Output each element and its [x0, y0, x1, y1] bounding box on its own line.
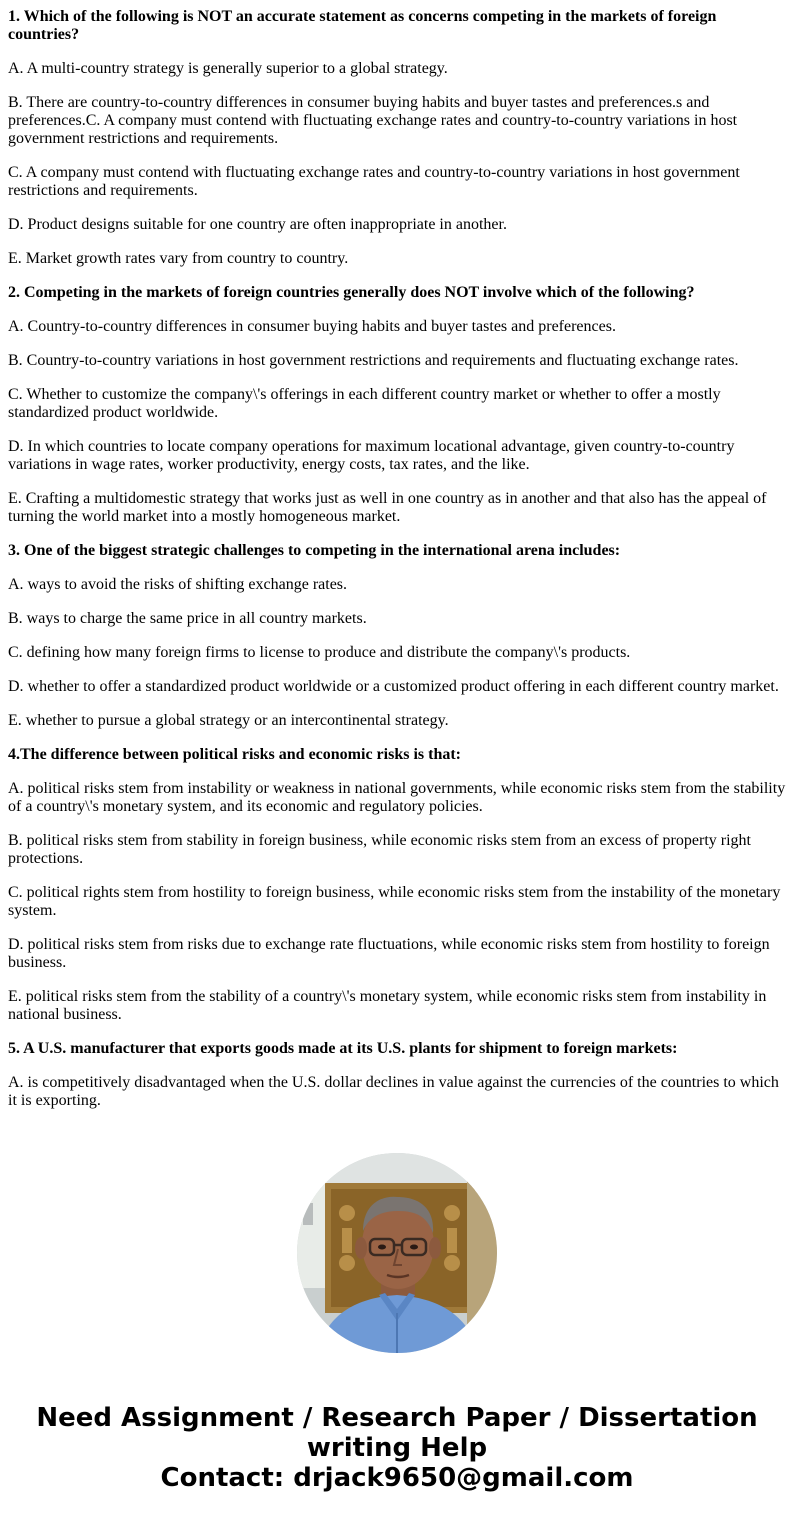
question-5-option-a: A. is competitively disadvantaged when the U.S. dollar declines in value against the currencies of the countries to which it is exporting.	[8, 1074, 779, 1109]
question-4-stem: 4.The difference between political risks and economic risks is that:	[8, 746, 462, 763]
question-4-option-e: E. political risks stem from the stability of a country\'s monetary system, while economic risks stem from instability in national business.	[8, 988, 767, 1023]
question-2-option-c: C. Whether to customize the company\'s offerings in each different country market or whether to offer a mostly standardized product worldwide.	[8, 386, 721, 421]
question-2-option-d: D. In which countries to locate company operations for maximum locational advantage, given country-to-country variations in wage rates, worker productivity, energy costs, tax rates, and the like.	[8, 438, 735, 473]
promo-contact: Contact: drjack9650@gmail.com	[160, 1463, 634, 1493]
question-2-option-a: A. Country-to-country differences in consumer buying habits and buyer tastes and preferences.	[8, 318, 616, 335]
question-4-option-d: D. political risks stem from risks due to exchange rate fluctuations, while economic risks stem from hostility to foreign business.	[8, 936, 770, 971]
question-1-option-b: B. There are country-to-country differences in consumer buying habits and buyer tastes and preferences.s and preferences.C. A company must contend with fluctuating exchange rates and country-to-country variations in host government restrictions and requirements.	[8, 94, 738, 147]
promo-line-2: writing Help	[306, 1433, 488, 1463]
question-4-option-b: B. political risks stem from stability in foreign business, while economic risks stem from an excess of property right protections.	[8, 832, 751, 867]
question-1-option-e: E. Market growth rates vary from country to country.	[8, 250, 349, 267]
question-3-stem: 3. One of the biggest strategic challenges to competing in the international arena includes:	[8, 542, 621, 559]
question-list	[8, 8, 790, 1126]
question-2-option-b: B. Country-to-country variations in host government restrictions and requirements and fluctuating exchange rates.	[8, 352, 739, 369]
question-2-option-e: E. Crafting a multidomestic strategy that works just as well in one country as in another and that also has the appeal of turning the world market into a mostly homogeneous market.	[8, 490, 767, 525]
question-4-option-a: A. political risks stem from instability or weakness in national governments, while economic risks stem from the stability of a country\'s monetary system, and its economic and regulatory policies.	[8, 780, 786, 815]
question-3-option-b: B. ways to charge the same price in all country markets.	[8, 610, 367, 627]
question-1-stem: 1. Which of the following is NOT an accurate statement as concerns competing in the markets of foreign countries?	[8, 8, 717, 43]
question-3-option-e: E. whether to pursue a global strategy or an intercontinental strategy.	[8, 712, 449, 729]
question-2-stem: 2. Competing in the markets of foreign countries generally does NOT involve which of the following?	[8, 284, 695, 301]
question-1-option-c: C. A company must contend with fluctuating exchange rates and country-to-country variations in host government restrictions and requirements.	[8, 164, 740, 199]
promo-line-1: Need Assignment / Research Paper / Dissertation	[36, 1403, 758, 1433]
author-avatar	[297, 1153, 497, 1353]
author-portrait-image	[297, 1153, 497, 1353]
question-1-option-a: A. A multi-country strategy is generally superior to a global strategy.	[8, 60, 448, 77]
question-3-option-c: C. defining how many foreign firms to license to produce and distribute the company\'s products.	[8, 644, 631, 661]
promo-footer	[0, 1403, 794, 1493]
question-3-option-d: D. whether to offer a standardized product worldwide or a customized product offering in each different country market.	[8, 678, 779, 695]
question-1-option-d: D. Product designs suitable for one country are often inappropriate in another.	[8, 216, 507, 233]
question-4-option-c: C. political rights stem from hostility to foreign business, while economic risks stem from the instability of the monetary system.	[8, 884, 781, 919]
question-5-stem: 5. A U.S. manufacturer that exports goods made at its U.S. plants for shipment to foreign markets:	[8, 1040, 678, 1057]
question-3-option-a: A. ways to avoid the risks of shifting exchange rates.	[8, 576, 348, 593]
